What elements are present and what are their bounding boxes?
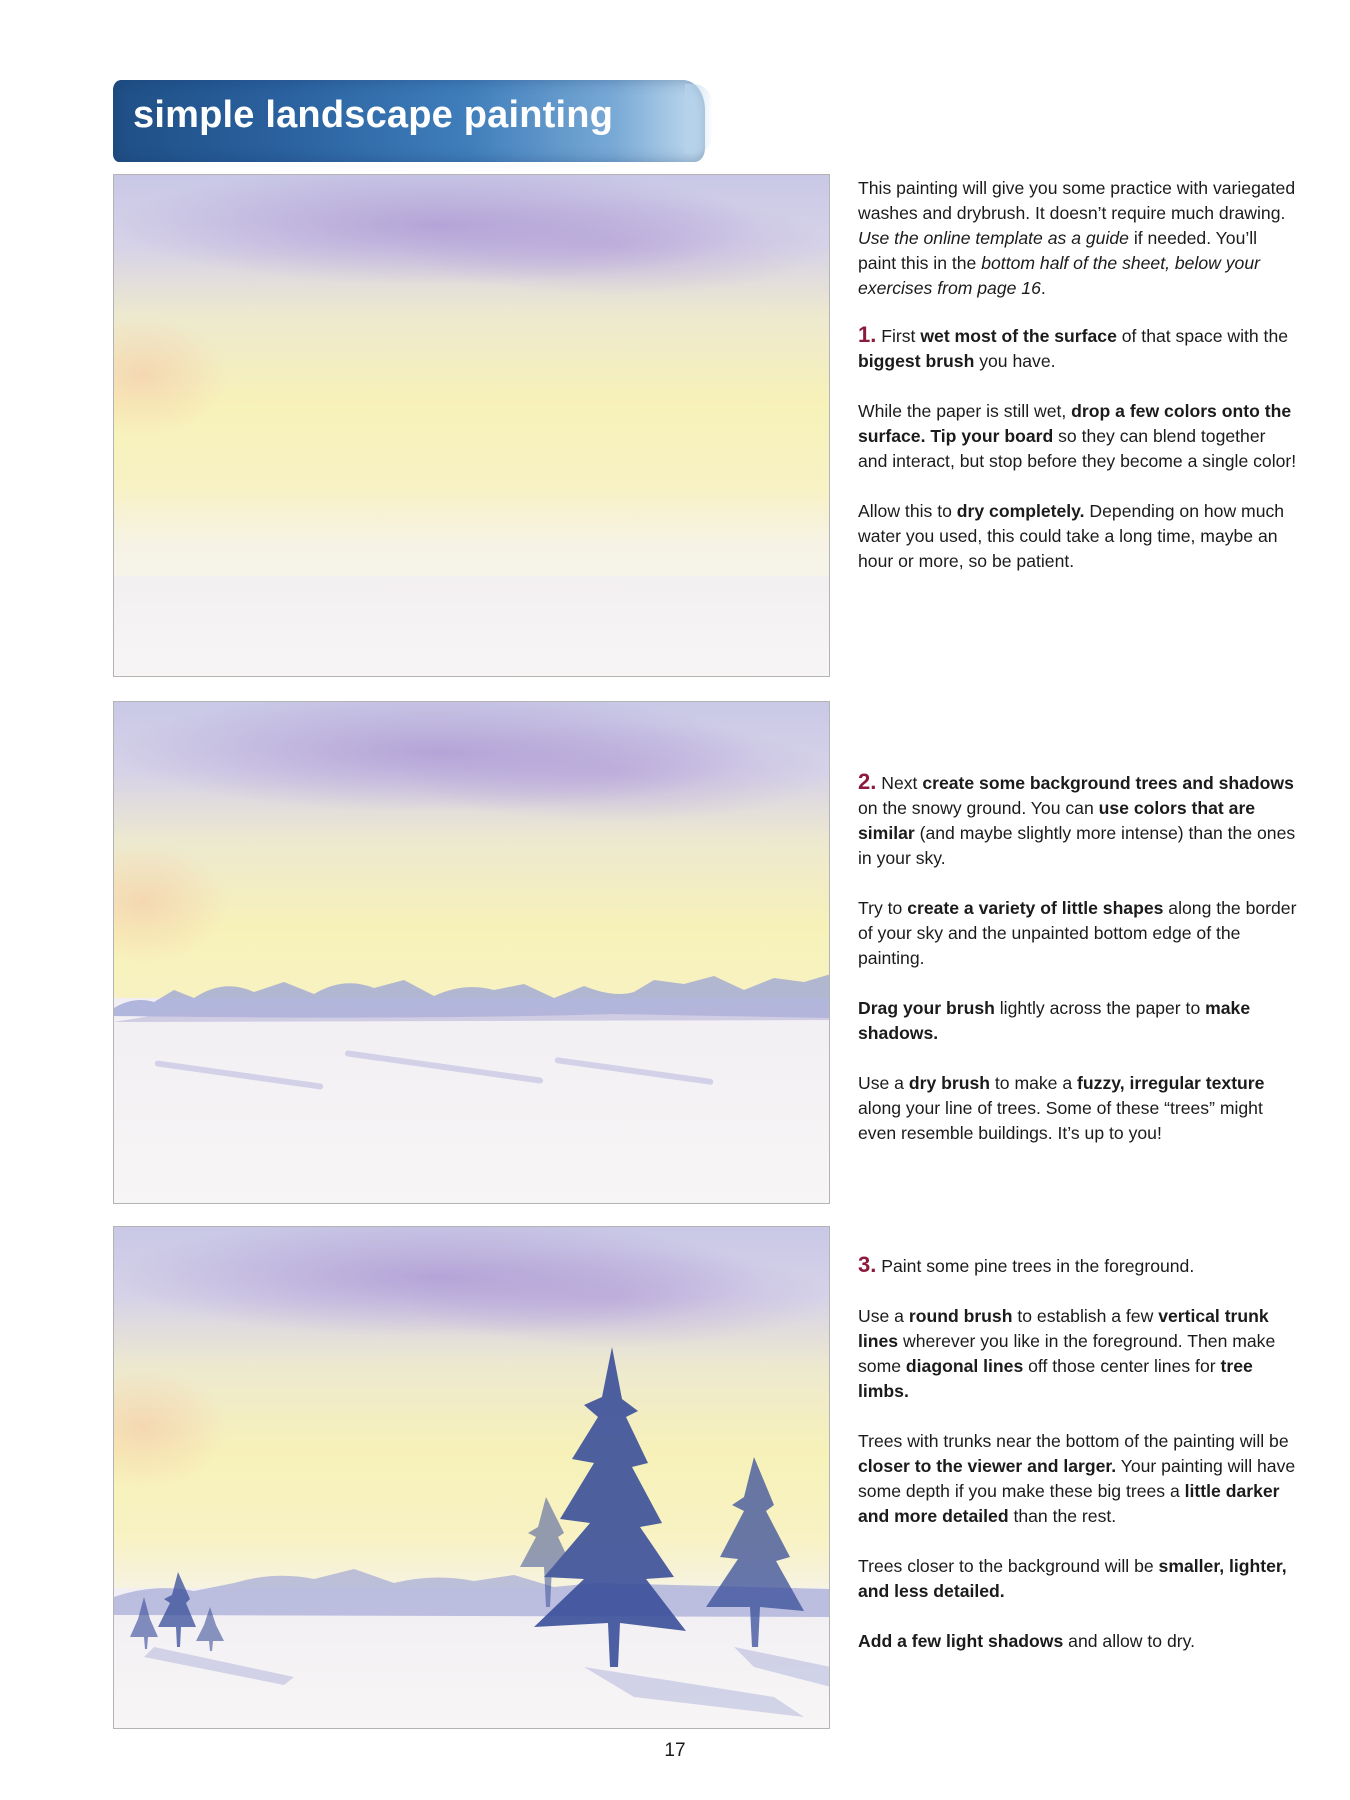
step-paragraph: Use a dry brush to make a fuzzy, irregular texture along your line of trees. Some of these “trees” might even resemble buildings. It’s up to you! bbox=[858, 1073, 1265, 1143]
painting-step-3 bbox=[113, 1226, 830, 1729]
step-paragraph: 3. Paint some pine trees in the foreground. bbox=[858, 1252, 1195, 1277]
step-paragraph: While the paper is still wet, drop a few colors onto the surface. Tip your board so they can blend together and interact, but stop before they become a single color! bbox=[858, 401, 1297, 471]
background-treeline bbox=[114, 968, 830, 1028]
instructions-step-1 bbox=[858, 176, 1298, 599]
step-paragraph: 2. Next create some background trees and shadows on the snowy ground. You can use colors that are similar (and maybe slightly more intense) than the ones in your sky. bbox=[858, 769, 1296, 868]
step-paragraph: Add a few light shadows and allow to dry. bbox=[858, 1631, 1195, 1651]
step-paragraph: Allow this to dry completely. Depending on how much water you used, this could take a long time, maybe an hour or more, so be patient. bbox=[858, 501, 1285, 571]
intro-text: if needed. You’ll paint this in the bbox=[858, 228, 1258, 273]
step-paragraph: Try to create a variety of little shapes along the border of your sky and the unpainted bottom edge of the painting. bbox=[858, 898, 1297, 968]
intro-text-italic: bottom half of the sheet, below your exercises from page 16 bbox=[858, 253, 1260, 298]
intro-text: . bbox=[1040, 278, 1046, 298]
instructions-step-2 bbox=[858, 769, 1298, 1171]
step-number: 2. bbox=[858, 769, 877, 794]
pine-trees bbox=[114, 1227, 830, 1729]
step-number: 3. bbox=[858, 1252, 877, 1277]
step-paragraph: Use a round brush to establish a few vertical trunk lines wherever you like in the foreground. Then make some diagonal lines off those center lines for tree limbs. bbox=[858, 1306, 1276, 1401]
page-number: 17 bbox=[664, 1740, 686, 1761]
intro-text-italic: Use the online template as a guide bbox=[858, 228, 1129, 248]
step-paragraph: 1. First wet most of the surface of that space with the biggest brush you have. bbox=[858, 322, 1289, 371]
page-title: simple landscape painting bbox=[133, 94, 614, 136]
painting-step-2 bbox=[113, 701, 830, 1204]
step-paragraph: Drag your brush lightly across the paper to make shadows. bbox=[858, 998, 1251, 1043]
intro-paragraph bbox=[858, 176, 1298, 301]
instructions-step-3 bbox=[858, 1252, 1298, 1679]
step-number: 1. bbox=[858, 322, 877, 347]
step-paragraph: Trees with trunks near the bottom of the painting will be closer to the viewer and larger. Your painting will have some depth if you make these big trees a little darker and more detailed than the rest. bbox=[858, 1431, 1296, 1526]
step-paragraph: Trees closer to the background will be smaller, lighter, and less detailed. bbox=[858, 1556, 1287, 1601]
title-banner bbox=[113, 80, 705, 162]
intro-text: This painting will give you some practice with variegated washes and drybrush. It doesn’t require much drawing. bbox=[858, 178, 1296, 223]
snow-ground bbox=[114, 998, 829, 1203]
unpainted-bottom bbox=[114, 576, 829, 676]
painting-step-1 bbox=[113, 174, 830, 677]
